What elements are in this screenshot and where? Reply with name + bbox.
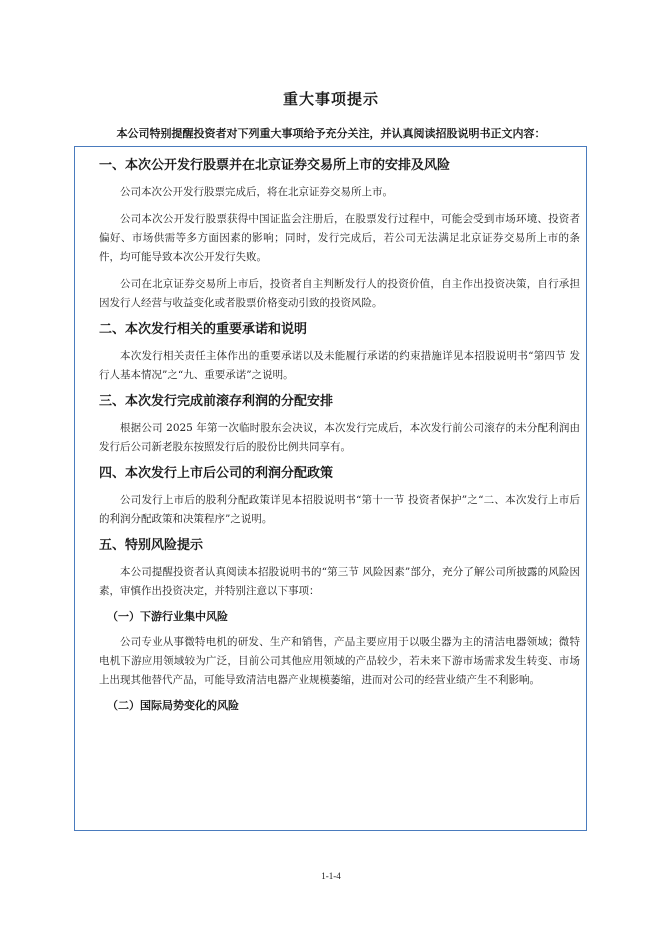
highlight-box bbox=[74, 146, 587, 831]
section-1-paragraph: 公司在北京证券交易所上市后，投资者自主判断发行人的投资价值，自主作出投资决策，自行承担因发行人经营与收益变化或者股票价格变动引致的投资风险。 bbox=[99, 278, 580, 309]
section-heading-1: 一、本次公开发行股票并在北京证券交易所上市的安排及风险 bbox=[99, 158, 451, 173]
section-5-paragraph: 本公司提醒投资者认真阅读本招股说明书的“第三节 风险因素”部分，充分了解公司所披露的风险因素，审慎作出投资决定，并特别注意以下事项： bbox=[99, 566, 580, 597]
page-number: 1-1-4 bbox=[321, 871, 341, 881]
intro-notice: 本公司特别提醒投资者对下列重大事项给予充分关注，并认真阅读招股说明书正文内容： bbox=[116, 127, 546, 140]
section-heading-4: 四、本次发行上市后公司的利润分配政策 bbox=[99, 466, 334, 481]
section-heading-3: 三、本次发行完成前滚存利润的分配安排 bbox=[99, 394, 334, 409]
section-2-paragraph: 本次发行相关责任主体作出的重要承诺以及未能履行承诺的约束措施详见本招股说明书“第四节 发行人基本情况”之“九、重要承诺”之说明。 bbox=[99, 350, 580, 381]
section-1-paragraph: 公司本次公开发行股票获得中国证监会注册后，在股票发行过程中，可能会受到市场环境、投资者偏好、市场供需等多方面因素的影响；同时，发行完成后，若公司无法满足北京证券交易所上市的条件，均可能导致本次公开发行失败。 bbox=[99, 213, 580, 263]
risk-heading-2: （二）国际局势变化的风险 bbox=[107, 699, 239, 712]
section-heading-2: 二、本次发行相关的重要承诺和说明 bbox=[99, 322, 308, 337]
risk-1-paragraph: 公司专业从事微特电机的研发、生产和销售，产品主要应用于以吸尘器为主的清洁电器领域；微特电机下游应用领域较为广泛，目前公司其他应用领域的产品较少，若未来下游市场需求发生转变、市场上出现其他替代产品，可能导致清洁电器产业规模萎缩，进而对公司的经营业绩产生不利影响。 bbox=[99, 636, 580, 686]
risk-heading-1: （一）下游行业集中风险 bbox=[107, 610, 228, 623]
section-3-paragraph: 根据公司 2025 年第一次临时股东会决议，本次发行完成后，本次发行前公司滚存的未分配利润由发行后公司新老股东按照发行后的股份比例共同享有。 bbox=[99, 422, 580, 453]
section-heading-5: 五、特别风险提示 bbox=[99, 538, 204, 553]
highlight-content bbox=[75, 147, 586, 714]
page-title: 重大事项提示 bbox=[282, 90, 379, 108]
section-1-paragraph: 公司本次公开发行股票完成后，将在北京证券交易所上市。 bbox=[120, 186, 393, 198]
section-4-paragraph: 公司发行上市后的股利分配政策详见本招股说明书“第十一节 投资者保护”之“二、本次发行上市后的利润分配政策和决策程序”之说明。 bbox=[99, 494, 580, 525]
